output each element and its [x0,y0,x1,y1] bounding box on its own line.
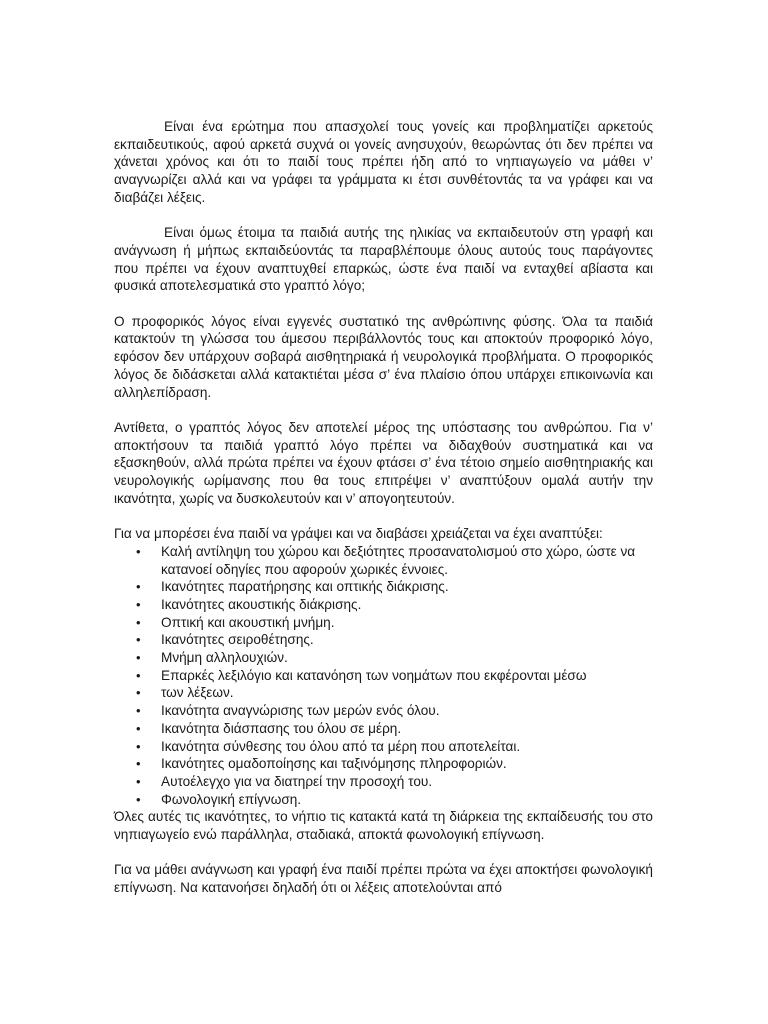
list-item: • Ικανότητα αναγνώρισης των μερών ενός όλου. [134,702,653,720]
paragraph-5: Για να μπορέσει ένα παιδί να γράψει και να διαβάσει χρειάζεται να έχει αναπτύξει: [114,526,603,542]
paragraph-gap [114,207,653,225]
list-item: • Ικανότητες ομαδοποίησης και ταξινόμησης πληροφοριών. [134,755,653,773]
paragraph-gap [114,844,653,862]
document-page [114,118,653,897]
list-item: • Καλή αντίληψη του χώρου και δεξιότητες προσανατολισμού στο χώρο, ώστε να κατανοεί οδηγίες που αφορούν χωρικές έννοιες. [134,543,653,578]
paragraph-gap [114,401,653,419]
list-item: • Ικανότητες παρατήρησης και οπτικής διάκρισης. [134,578,653,596]
list-item: • Μνήμη αλληλουχιών. [134,649,653,667]
paragraph-4: Αντίθετα, ο γραπτός λόγος δεν αποτελεί μέρος της υπόστασης του ανθρώπου. Για ν’ αποκτήσουν τα παιδιά γραπτό λόγο πρέπει να διδαχθούν συστηματικά και να εξασκηθούν, αλλά πρώτα πρέπει να έχουν φτάσει σ’ ένα τέτοιο σημείο αισθητηριακής και νευρολογικής ωρίμανσης που θα τους επιτρέψει ν’ αναπτύξουν ομαλά αυτήν την ικανότητα, χωρίς να δυσκολευτούν και ν’ απογοητευτούν. [114,419,653,506]
list-item: • Ικανότητα διάσπασης του όλου σε μέρη. [134,720,653,738]
list-item: • Ικανότητα σύνθεσης του όλου από τα μέρη που αποτελείται. [134,738,653,756]
paragraph-1: Είναι ένα ερώτημα που απασχολεί τους γονείς και προβληματίζει αρκετούς εκπαιδευτικούς, αφού αρκετά συχνά οι γονείς ανησυχούν, θεωρώντας ότι δεν πρέπει να χάνεται χρόνος και ότι το παιδί τους πρέπει ήδη από το νηπιαγωγείο να μάθει ν’ αναγνωρίζει αλλά και να γράφει τα γράμματα κι έτσι συνθέτοντάς τα να γράφει και να διαβάζει λέξεις. [114,119,653,205]
list-item: • Φωνολογική επίγνωση. [134,791,653,809]
paragraph-2: Είναι όμως έτοιμα τα παιδιά αυτής της ηλικίας να εκπαιδευτούν στη γραφή και ανάγνωση ή μήπως εκπαιδεύοντάς τα παραβλέπουμε όλους αυτούς τους παράγοντες που πρέπει να έχουν αναπτυχθεί επαρκώς, ώστε ένα παιδί να ενταχθεί αβίαστα και φυσικά αποτελεσματικά στο γραπτό λόγο; [114,225,653,294]
list-item: • των λέξεων. [134,684,653,702]
list-item: • Οπτική και ακουστική μνήμη. [134,614,653,632]
list-item: • Ικανότητες σειροθέτησης. [134,631,653,649]
paragraph-gap [114,295,653,313]
paragraph-gap [114,507,653,525]
paragraph-3: Ο προφορικός λόγος είναι εγγενές συστατικό της ανθρώπινης φύσης. Όλα τα παιδιά κατακτούν τη γλώσσα του άμεσου περιβάλλοντός τους και αποκτούν προφορικό λόγο, εφόσον δεν υπάρχουν σοβαρά αισθητηριακά ή νευρολογικά προβλήματα. Ο προφορικός λόγος δε διδάσκεται αλλά κατακτιέται μέσα σ’ ένα πλαίσιο όπου υπάρχει επικοινωνία και αλληλεπίδραση. [114,313,653,400]
list-item: • Επαρκές λεξιλόγιο και κατανόηση των νοημάτων που εκφέρονται μέσω [134,667,653,685]
paragraph-7: Για να μάθει ανάγνωση και γραφή ένα παιδί πρέπει πρώτα να έχει αποκτήσει φωνολογική επίγνωση. Να κατανοήσει δηλαδή ότι οι λέξεις αποτελούνται από [114,862,653,896]
list-item: • Ικανότητες ακουστικής διάκρισης. [134,596,653,614]
list-item: • Αυτοέλεγχο για να διατηρεί την προσοχή του. [134,773,653,791]
skills-list [114,543,653,809]
paragraph-6: Όλες αυτές τις ικανότητες, το νήπιο τις κατακτά κατά τη διάρκεια της εκπαίδευσής του στο νηπιαγωγείο ενώ παράλληλα, σταδιακά, αποκτά φωνολογική επίγνωση. [114,809,653,843]
